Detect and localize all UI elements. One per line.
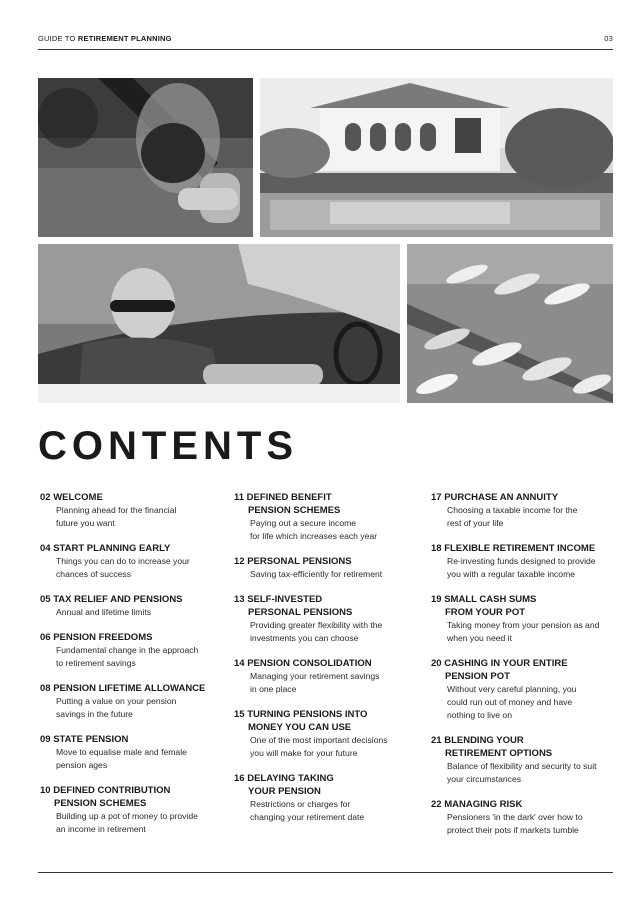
entry-heading-line: 11 DEFINED BENEFIT (234, 492, 332, 503)
entry-description: One of the most important decisions you will make for your future (250, 735, 388, 758)
contents-entry[interactable] (40, 593, 230, 619)
entry-heading (234, 708, 424, 734)
entry-description: Providing greater flexibility with the investments you can choose (250, 620, 383, 643)
contents-entry[interactable] (431, 542, 621, 581)
entry-heading (431, 657, 621, 683)
contents-entry[interactable] (431, 593, 621, 645)
contents-column-3 (431, 491, 621, 849)
header-rule (38, 49, 613, 50)
entry-description: Paying out a secure income for life which increases each year (250, 518, 378, 541)
entry-heading (234, 657, 424, 670)
entry-description: Re-investing funds designed to provide you with a regular taxable income (447, 556, 596, 579)
entry-description: Choosing a taxable income for the rest of your life (447, 505, 578, 528)
entry-heading (40, 784, 230, 810)
entry-description: Planning ahead for the financial future you want (56, 505, 177, 528)
entry-heading (431, 542, 621, 555)
entry-description: Putting a value on your pension savings in the future (56, 696, 177, 719)
contents-entry[interactable] (431, 491, 621, 530)
contents-entry[interactable] (234, 708, 424, 760)
entry-heading-line: 18 FLEXIBLE RETIREMENT INCOME (431, 543, 596, 554)
contents-entry[interactable] (234, 593, 424, 645)
entry-heading-line: PERSONAL PENSIONS (248, 607, 353, 618)
entry-heading-line: PENSION SCHEMES (54, 798, 147, 809)
entry-heading-line: 05 TAX RELIEF AND PENSIONS (40, 594, 183, 605)
footer-rule (38, 872, 613, 873)
contents-entry[interactable] (234, 491, 424, 543)
entry-description: Things you can do to increase your chances of success (56, 556, 190, 579)
entry-heading (40, 542, 230, 555)
entry-description: Without very careful planning, you could run out of money and have nothing to live on (447, 684, 577, 720)
entry-description: Building up a pot of money to provide an income in retirement (56, 811, 198, 834)
contents-title: CONTENTS (38, 424, 298, 468)
entry-heading (431, 593, 621, 619)
entry-heading-line: 06 PENSION FREEDOMS (40, 632, 153, 643)
photo-marina (407, 244, 613, 403)
entry-heading-line: 08 PENSION LIFETIME ALLOWANCE (40, 683, 206, 694)
contents-entry[interactable] (431, 734, 621, 786)
entry-heading (234, 772, 424, 798)
entry-heading (40, 631, 230, 644)
contents-column-1 (40, 491, 230, 848)
entry-heading-line: 15 TURNING PENSIONS INTO (234, 709, 368, 720)
entry-heading-line: PENSION SCHEMES (248, 505, 341, 516)
entry-heading-line: MONEY YOU CAN USE (248, 722, 352, 733)
entry-description: Taking money from your pension as and when you need it (447, 620, 600, 643)
entry-heading (40, 733, 230, 746)
contents-column-2 (234, 491, 424, 836)
contents-entry[interactable] (431, 798, 621, 837)
entry-heading (431, 734, 621, 760)
contents-entry[interactable] (234, 555, 424, 581)
entry-heading (234, 555, 424, 568)
entry-heading (40, 682, 230, 695)
entry-heading (431, 491, 621, 504)
entry-heading-line: 10 DEFINED CONTRIBUTION (40, 785, 171, 796)
entry-description: Fundamental change in the approach to retirement savings (56, 645, 199, 668)
page-number: 03 (604, 34, 613, 43)
contents-entry[interactable] (40, 733, 230, 772)
entry-heading-line: PENSION POT (445, 671, 510, 682)
entry-heading-line: 13 SELF-INVESTED (234, 594, 323, 605)
entry-heading-line: 19 SMALL CASH SUMS (431, 594, 537, 605)
entry-heading (234, 593, 424, 619)
entry-heading-line: 09 STATE PENSION (40, 734, 129, 745)
entry-heading-line: 22 MANAGING RISK (431, 799, 523, 810)
contents-entry[interactable] (40, 491, 230, 530)
photo-man-convertible (38, 244, 400, 403)
contents-entry[interactable] (234, 772, 424, 824)
contents-entry[interactable] (40, 682, 230, 721)
entry-heading (431, 798, 621, 811)
entry-heading-line: 14 PENSION CONSOLIDATION (234, 658, 372, 669)
contents-entry[interactable] (234, 657, 424, 696)
entry-description: Annual and lifetime limits (56, 607, 152, 617)
entry-heading-line: 12 PERSONAL PENSIONS (234, 556, 352, 567)
photo-wine-pour (38, 78, 253, 237)
guide-title: GUIDE TO RETIREMENT PLANNING (38, 34, 172, 43)
contents-entry[interactable] (40, 784, 230, 836)
entry-heading-line: 21 BLENDING YOUR (431, 735, 524, 746)
contents-entry[interactable] (40, 631, 230, 670)
entry-description: Balance of flexibility and security to suit your circumstances (447, 761, 597, 784)
photo-villa-pool (260, 78, 613, 237)
entry-heading-line: 04 START PLANNING EARLY (40, 543, 171, 554)
entry-heading-line: FROM YOUR POT (445, 607, 526, 618)
entry-description: Move to equalise male and female pension ages (56, 747, 187, 770)
entry-heading-line: 16 DELAYING TAKING (234, 773, 334, 784)
entry-heading (234, 491, 424, 517)
entry-description: Saving tax-efficiently for retirement (250, 569, 383, 579)
entry-heading-line: YOUR PENSION (248, 786, 321, 797)
contents-entry[interactable] (431, 657, 621, 722)
contents-entry[interactable] (40, 542, 230, 581)
entry-description: Pensioners 'in the dark' over how to protect their pots if markets tumble (447, 812, 583, 835)
entry-description: Managing your retirement savings in one place (250, 671, 380, 694)
entry-heading-line: RETIREMENT OPTIONS (445, 748, 553, 759)
entry-heading-line: 17 PURCHASE AN ANNUITY (431, 492, 559, 503)
entry-heading (40, 491, 230, 504)
page-header (38, 34, 613, 48)
entry-heading-line: 20 CASHING IN YOUR ENTIRE (431, 658, 568, 669)
entry-description: Restrictions or charges for changing your retirement date (250, 799, 365, 822)
entry-heading-line: 02 WELCOME (40, 492, 103, 503)
entry-heading (40, 593, 230, 606)
